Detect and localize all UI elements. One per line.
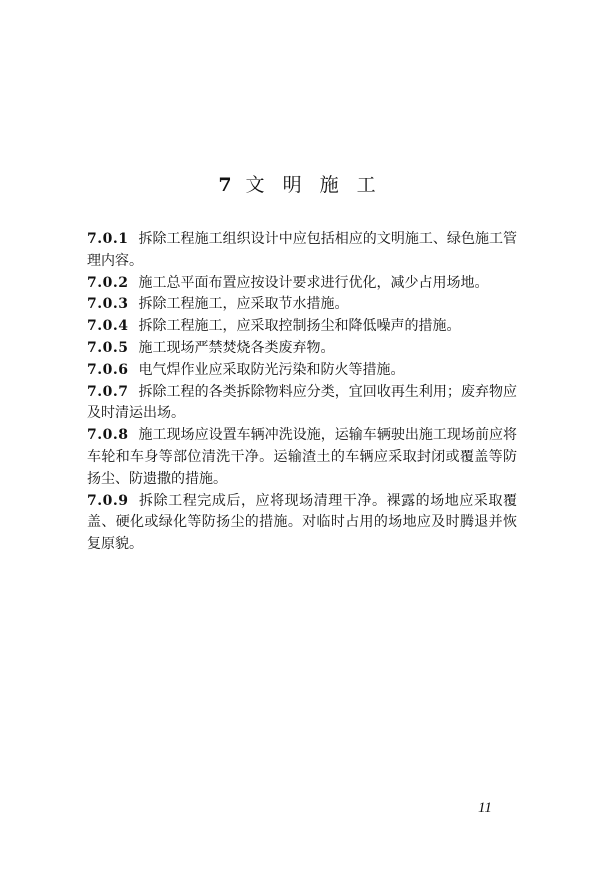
clause-number: 7.0.5 [87, 339, 129, 356]
clause-text: 拆除工程施工组织设计中应包括相应的文明施工、绿色施工管理内容。 [87, 231, 517, 269]
clause-number: 7.0.8 [87, 427, 129, 444]
clause-text: 电气焊作业应采取防光污染和防火等措施。 [138, 361, 405, 378]
clause-number: 7.0.2 [87, 274, 129, 291]
page-number: 11 [478, 800, 492, 816]
clause-text: 拆除工程完成后，应将现场清理干净。裸露的场地应采取覆盖、硬化或绿化等防扬尘的措施。对临时占用的场地应及时腾退并恢复原貌。 [87, 492, 517, 553]
clause-list [87, 229, 517, 556]
clause-7-0-4 [87, 316, 517, 338]
clause-number: 7.0.6 [87, 361, 129, 378]
clause-7-0-9 [87, 491, 517, 556]
clause-7-0-2 [87, 273, 517, 295]
clause-number: 7.0.4 [87, 318, 129, 335]
clause-7-0-6 [87, 360, 517, 382]
clause-7-0-3 [87, 294, 517, 316]
clause-text: 拆除工程施工，应采取节水措施。 [138, 296, 349, 313]
clause-text: 施工现场严禁焚烧各类废弃物。 [138, 339, 335, 356]
chapter-title [0, 170, 600, 197]
clause-number: 7.0.7 [87, 383, 129, 400]
clause-number: 7.0.1 [87, 231, 129, 247]
clause-7-0-5 [87, 338, 517, 360]
clause-7-0-7 [87, 382, 517, 426]
clause-text: 拆除工程的各类拆除物料应分类，宜回收再生利用；废弃物应及时清运出场。 [87, 383, 517, 422]
clause-7-0-1 [87, 229, 517, 273]
clause-text: 施工现场应设置车辆冲洗设施，运输车辆驶出施工现场前应将车轮和车身等部位清洗干净。运输渣土的车辆应采取封闭或覆盖等防扬尘、防遗撒的措施。 [87, 427, 517, 487]
clause-text: 施工总平面布置应按设计要求进行优化，减少占用场地。 [138, 274, 489, 291]
clause-7-0-8 [87, 425, 517, 490]
chapter-number: 7 [218, 174, 232, 196]
clause-number: 7.0.3 [87, 296, 129, 313]
chapter-title-text: 文 明 施 工 [245, 174, 382, 196]
clause-number: 7.0.9 [87, 492, 129, 509]
clause-text: 拆除工程施工，应采取控制扬尘和降低噪声的措施。 [138, 318, 461, 335]
